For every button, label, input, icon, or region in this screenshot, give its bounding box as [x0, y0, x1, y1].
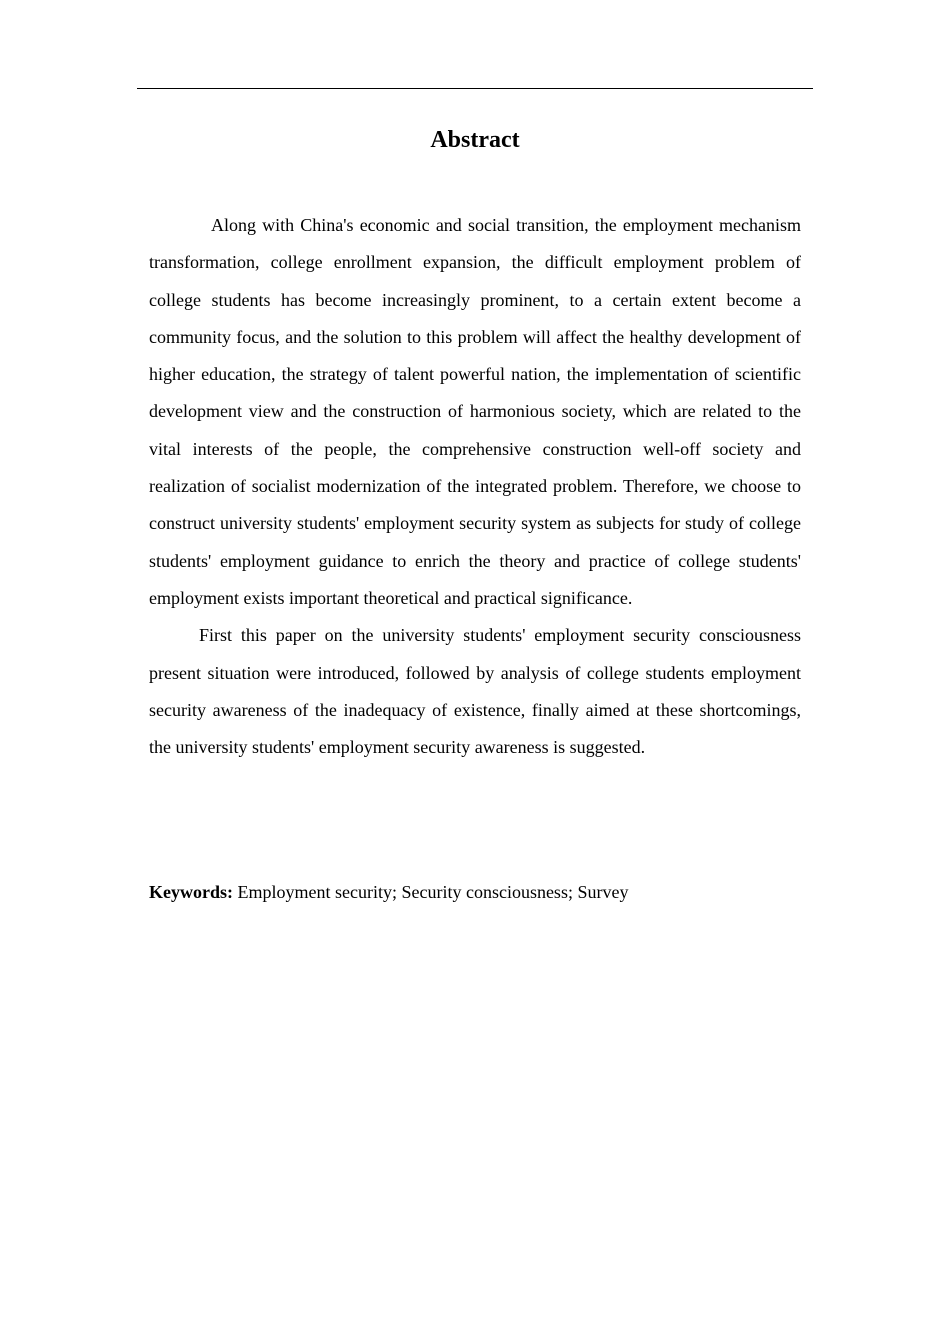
abstract-paragraph-1: Along with China's economic and social transition, the employment mechanism transformation, college enrollment expansion, the difficult employment problem of college students has become increasingly prominent, to a certain extent become a community focus, and the solution to this problem will affect the healthy development of higher education, the strategy of talent powerful nation, the implementation of scientific development view and the construction of harmonious society, which are related to the vital interests of the people, the comprehensive construction well-off society and realization of socialist modernization of the integrated problem. Therefore, we choose to construct university students' employment security system as subjects for study of college students' employment guidance to enrich the theory and practice of college students' employment exists important theoretical and practical significance.	[149, 215, 801, 608]
abstract-body	[149, 207, 801, 766]
abstract-paragraph-2: First this paper on the university students' employment security consciousness present situation were introduced, followed by analysis of college students employment security awareness of the inadequacy of existence, finally aimed at these shortcomings, the university students' employment security awareness is suggested.	[149, 625, 801, 758]
keywords-label: Keywords:	[149, 882, 233, 902]
keywords-text: Employment security; Security consciousness; Survey	[237, 882, 629, 902]
page-title: Abstract	[430, 127, 520, 153]
keywords-line	[149, 878, 801, 906]
header-rule	[137, 88, 813, 89]
